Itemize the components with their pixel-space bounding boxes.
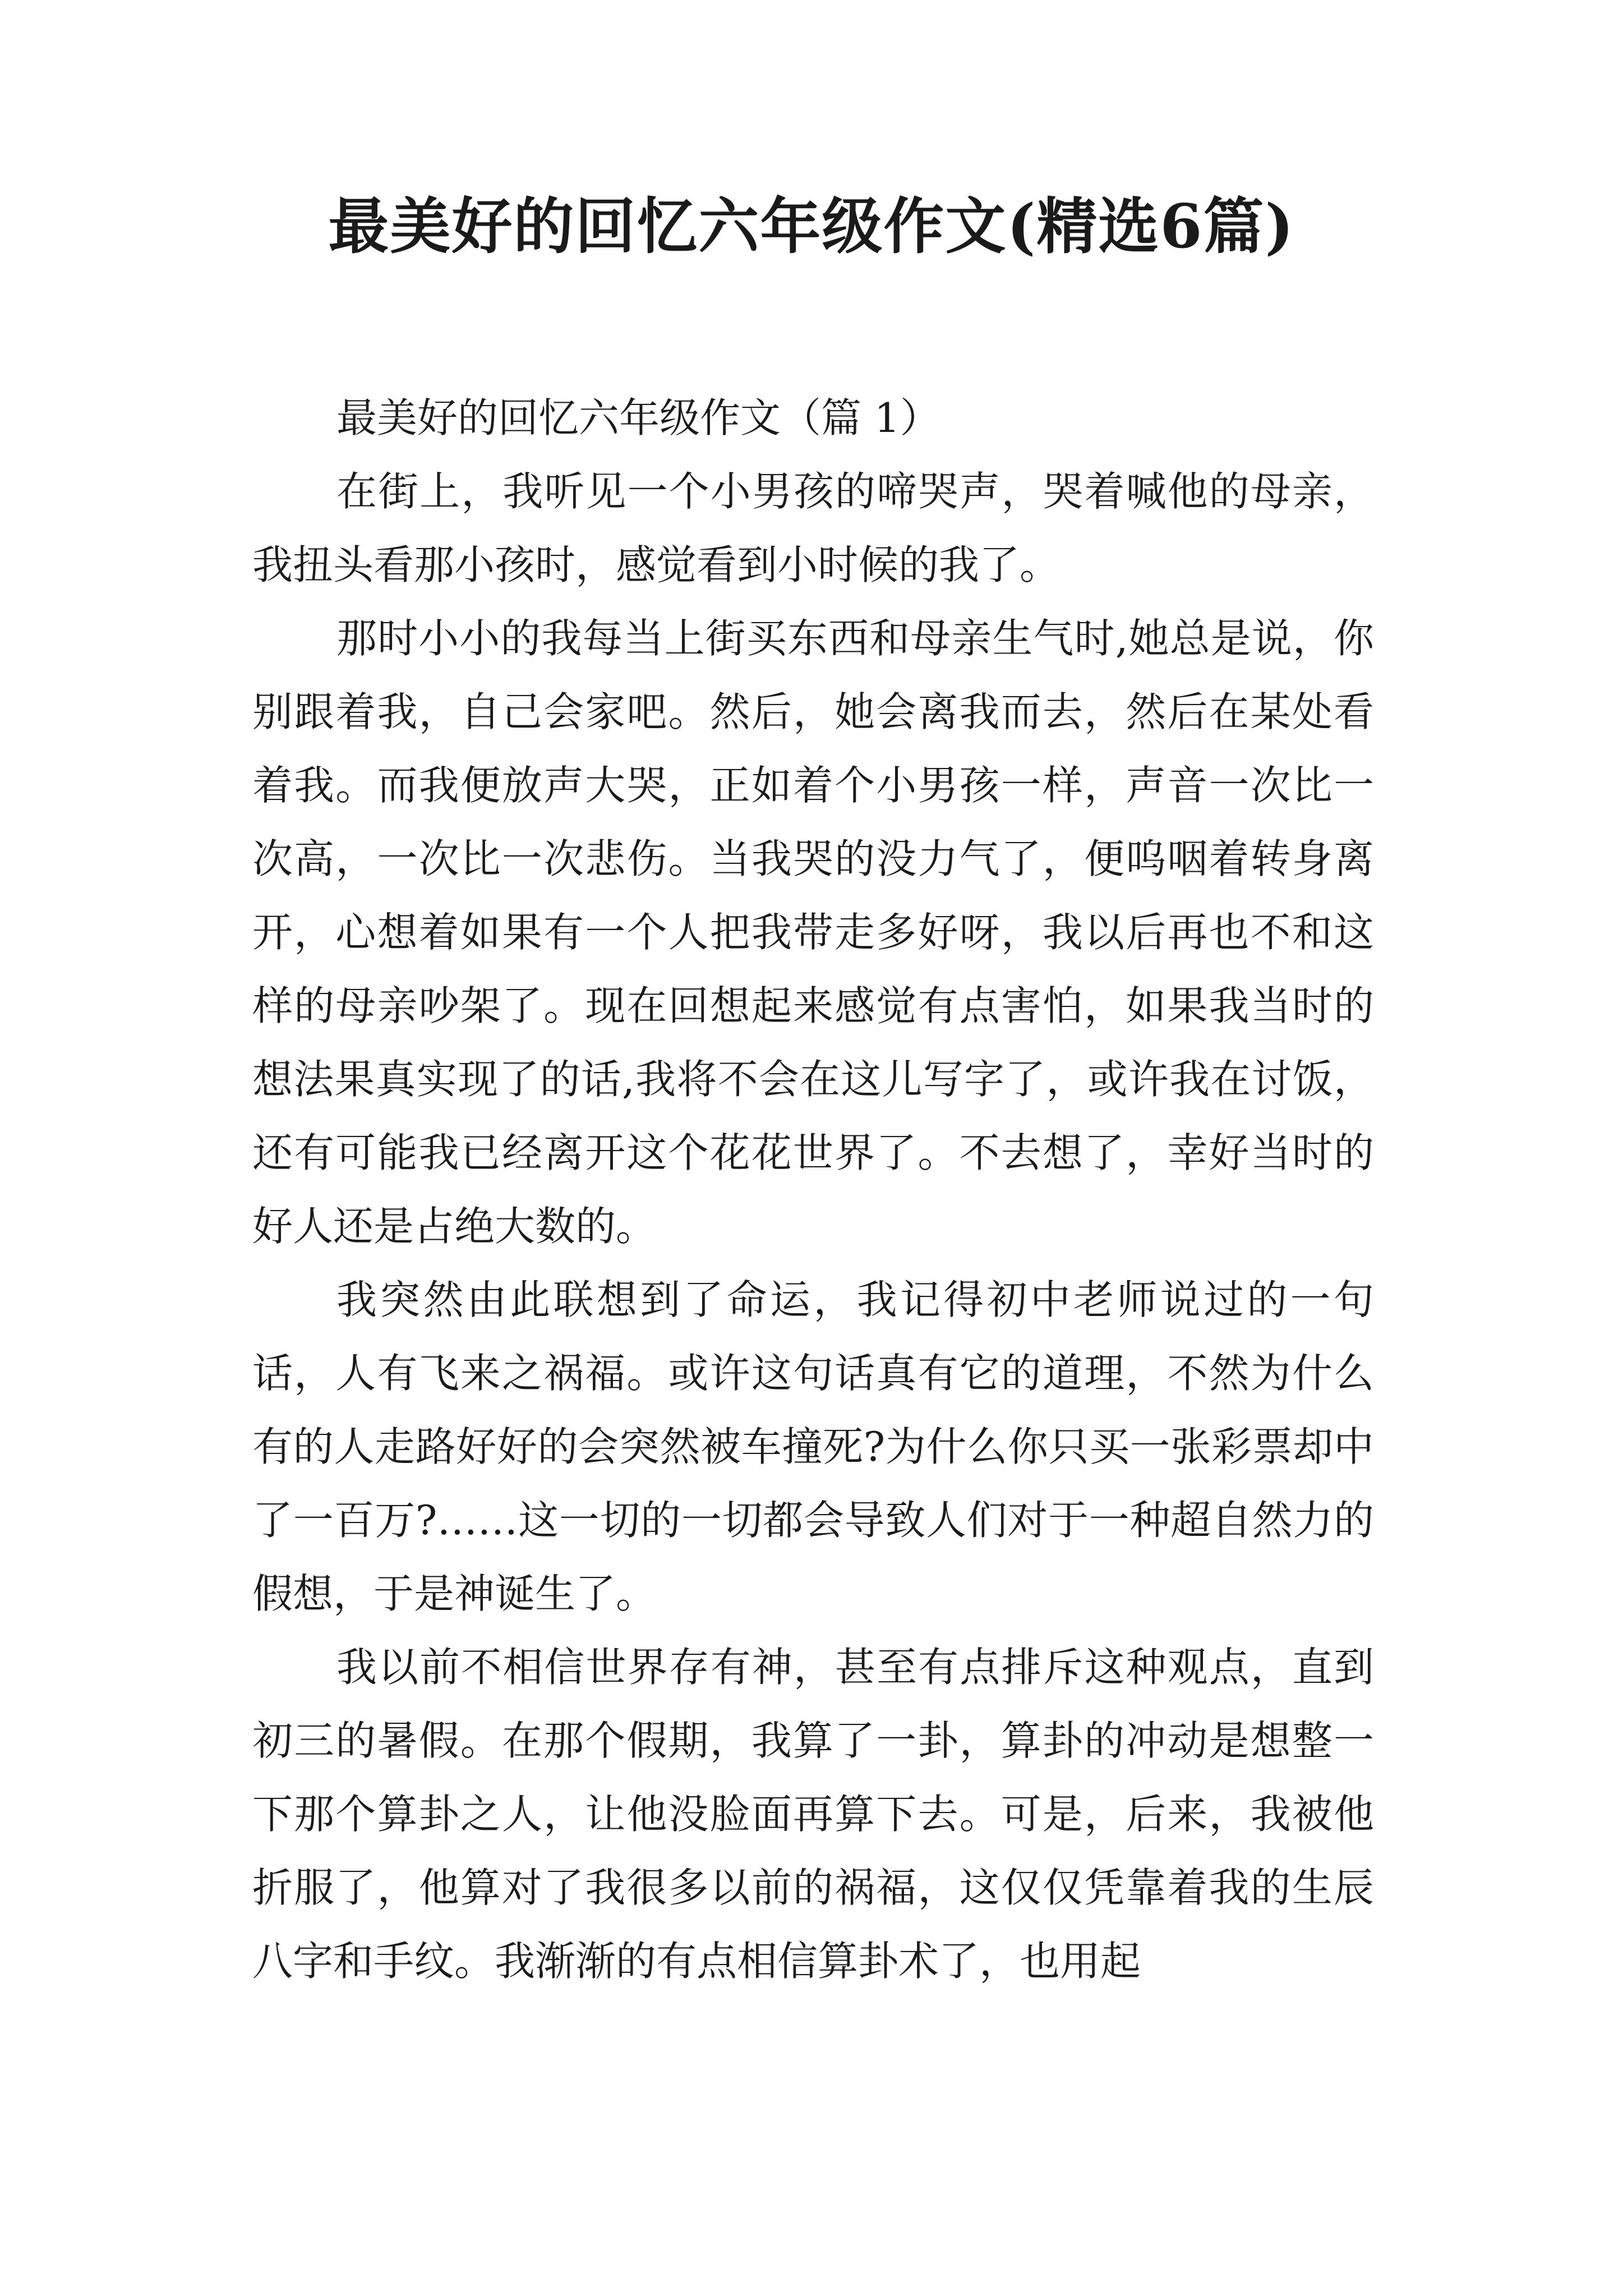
paragraph-4: 我以前不相信世界存有神，甚至有点排斥这种观点，直到初三的暑假。在那个假期，我算了一卦，算卦的冲动是想整一下那个算卦之人，让他没脸面再算下去。可是，后来，我被他折服了，他算对了我很多以前的祸福，这仅仅凭靠着我的生辰八字和手纹。我渐渐的有点相信算卦术了，也用起: [252, 1644, 1374, 1985]
document-body: [252, 381, 1374, 1998]
document-title: 最美好的回忆六年级作文(精选6篇): [328, 191, 1295, 262]
paragraph-3: 我突然由此联想到了命运，我记得初中老师说过的一句话，人有飞来之祸福。或许这句话真有它的道理，不然为什么有的人走路好好的会突然被车撞死?为什么你只买一张彩票却中了一百万?……这一切的一切都会导致人们对于一种超自然力的假想，于是神诞生了。: [252, 1276, 1374, 1617]
paragraph-1: 在街上，我听见一个小男孩的啼哭声，哭着喊他的母亲，我扭头看那小孩时，感觉看到小时候的我了。: [252, 468, 1374, 588]
section-heading: 最美好的回忆六年级作文（篇 1）: [336, 394, 940, 441]
paragraph-2: 那时小小的我每当上街买东西和母亲生气时,她总是说，你别跟着我，自己会家吧。然后，她会离我而去，然后在某处看着我。而我便放声大哭，正如着个小男孩一样，声音一次比一次高，一次比一次悲伤。当我哭的没力气了，便呜咽着转身离开，心想着如果有一个人把我带走多好呀，我以后再也不和这样的母亲吵架了。现在回想起来感觉有点害怕，如果我当时的想法果真实现了的话,我将不会在这儿写字了，或许我在讨饭，还有可能我已经离开这个花花世界了。不去想了，幸好当时的好人还是占绝大数的。: [252, 615, 1374, 1250]
